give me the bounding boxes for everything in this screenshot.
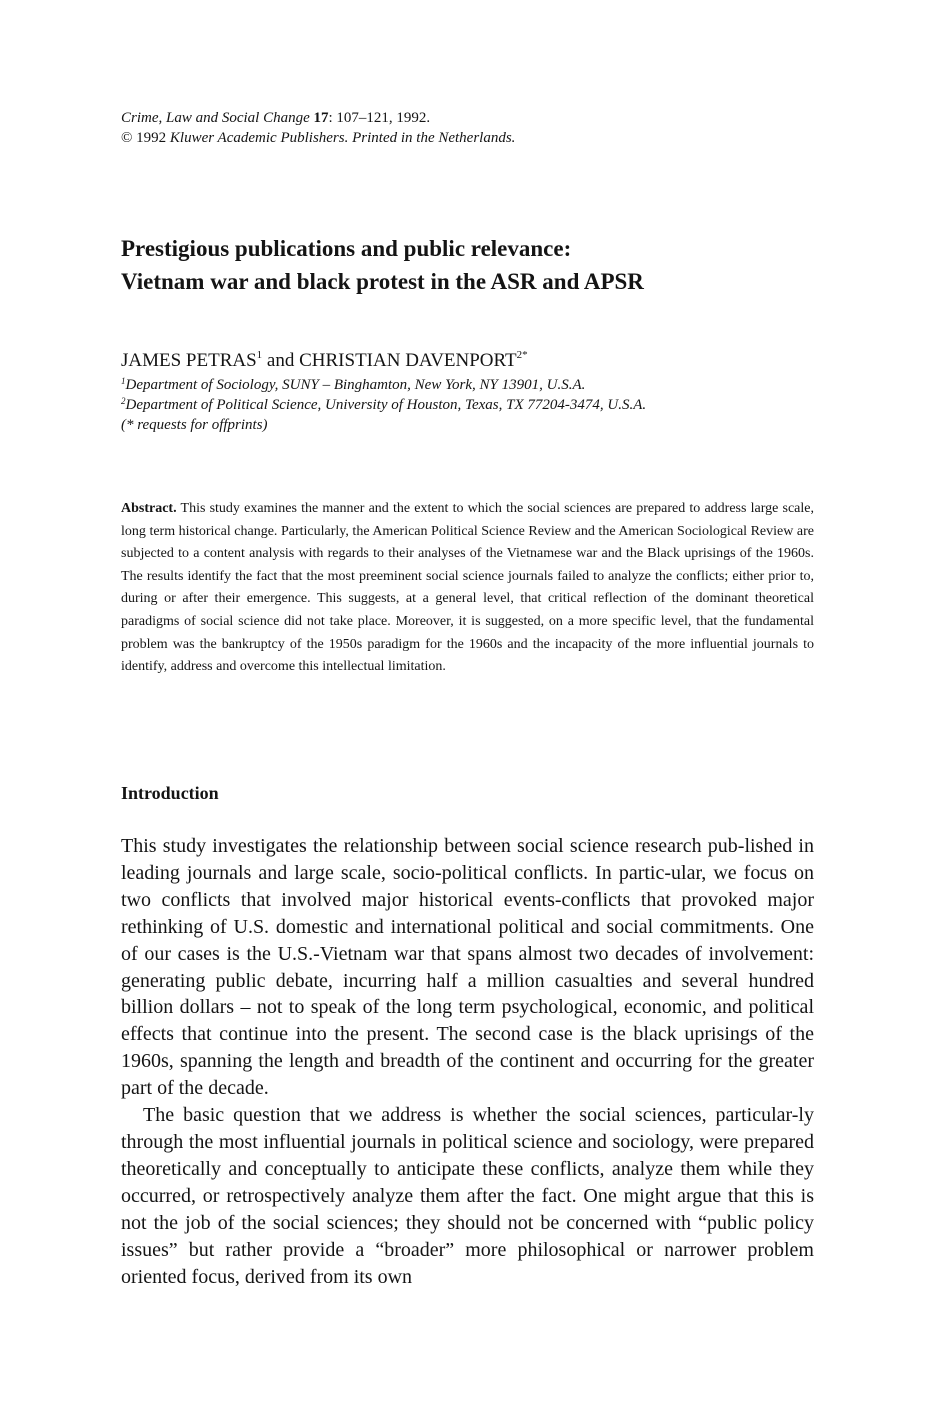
copyright-year: 1992 [136, 130, 167, 146]
abstract-text: This study examines the manner and the extent to which the social sciences are prepared to address large scale, long term historical change. Particularly, the American Political Science Review and the American Sociological Review are subjected to a content analysis with regards to their analyses of the Vietnamese war and the Black uprisings of the 1960s. The results identify the fact that the most preeminent social science journals failed to analyze the conflicts; either prior to, during or after their emergence. This suggests, at a general level, that critical reflection of the dominant theoretical paradigms of social science did not take place. Moreover, it is suggested, on a more specific level, that the fundamental problem was the bankruptcy of the 1950s paradigm for the 1960s and the incapacity of the more influential journals to identify, address and overcome this intellectual limitation. [121, 501, 814, 675]
affiliation-2 [121, 395, 841, 415]
article-title-line-1: Prestigious publications and public relevance: [121, 236, 572, 261]
author-conjunction: and [262, 350, 300, 371]
article-title [121, 232, 841, 298]
author-name-1: JAMES PETRAS [121, 350, 257, 371]
author-affiliations [121, 375, 841, 435]
author-name-2: CHRISTIAN DAVENPORT [299, 350, 517, 371]
affiliation-2-mark: 2 [121, 396, 126, 406]
author-2-affiliation-mark: 2* [516, 349, 528, 361]
abstract [121, 498, 814, 679]
affiliation-1-mark: 1 [121, 376, 126, 386]
affiliation-1 [121, 375, 841, 395]
abstract-label: Abstract. [121, 501, 177, 516]
author-1-affiliation-mark: 1 [256, 349, 263, 361]
publisher-line: Kluwer Academic Publishers. Printed in the Netherlands. [169, 130, 516, 146]
author-list [121, 348, 841, 373]
offprint-note-text: (* requests for offprints) [121, 417, 268, 433]
journal-citation-header [121, 108, 821, 148]
introduction-body [121, 833, 814, 1290]
journal-volume: 17 [313, 110, 329, 126]
section-heading-introduction: Introduction [121, 783, 219, 803]
journal-pages-year: : 107–121, 1992. [328, 110, 431, 126]
body-paragraph-1: This study investigates the relationship between social science research pub-lished in leading journals and large scale, socio-political conflicts. In partic-ular, we focus on two conflicts that involved major historical events-conflicts that provoked major rethinking of U.S. domestic and international political and social commitments. One of our cases is the U.S.-Vietnam war that spans almost two decades of involvement: generating public debate, incurring half a million casualties and several hundred billion dollars – not to speak of the long term psychological, economic, and political effects that continue into the present. The second case is the black uprisings of the 1960s, spanning the length and breadth of the continent and occurring for the greater part of the decade. [121, 835, 814, 1100]
affiliation-2-text: Department of Political Science, University of Houston, Texas, TX 77204-3474, U.S.A. [125, 397, 647, 413]
journal-name: Crime, Law and Social Change [121, 110, 310, 126]
journal-citation-line [121, 108, 821, 128]
body-paragraph-2: The basic question that we address is whether the social sciences, particular-ly through the most influential journals in political science and sociology, were prepared theoretically and conceptually to anticipate these conflicts, analyze them while they occurred, or retrospectively analyze them after the fact. One might argue that this is not the job of the social sciences; they should not be concerned with “public policy issues” but rather provide a “broader” more philosophical or narrower problem oriented focus, derived from its own [121, 1104, 814, 1288]
copyright-line [121, 128, 821, 148]
copyright-symbol: © [121, 130, 133, 146]
affiliation-1-text: Department of Sociology, SUNY – Binghamton, New York, NY 13901, U.S.A. [125, 377, 586, 393]
offprint-note [121, 415, 841, 435]
article-title-line-2: Vietnam war and black protest in the ASR and APSR [121, 269, 644, 294]
